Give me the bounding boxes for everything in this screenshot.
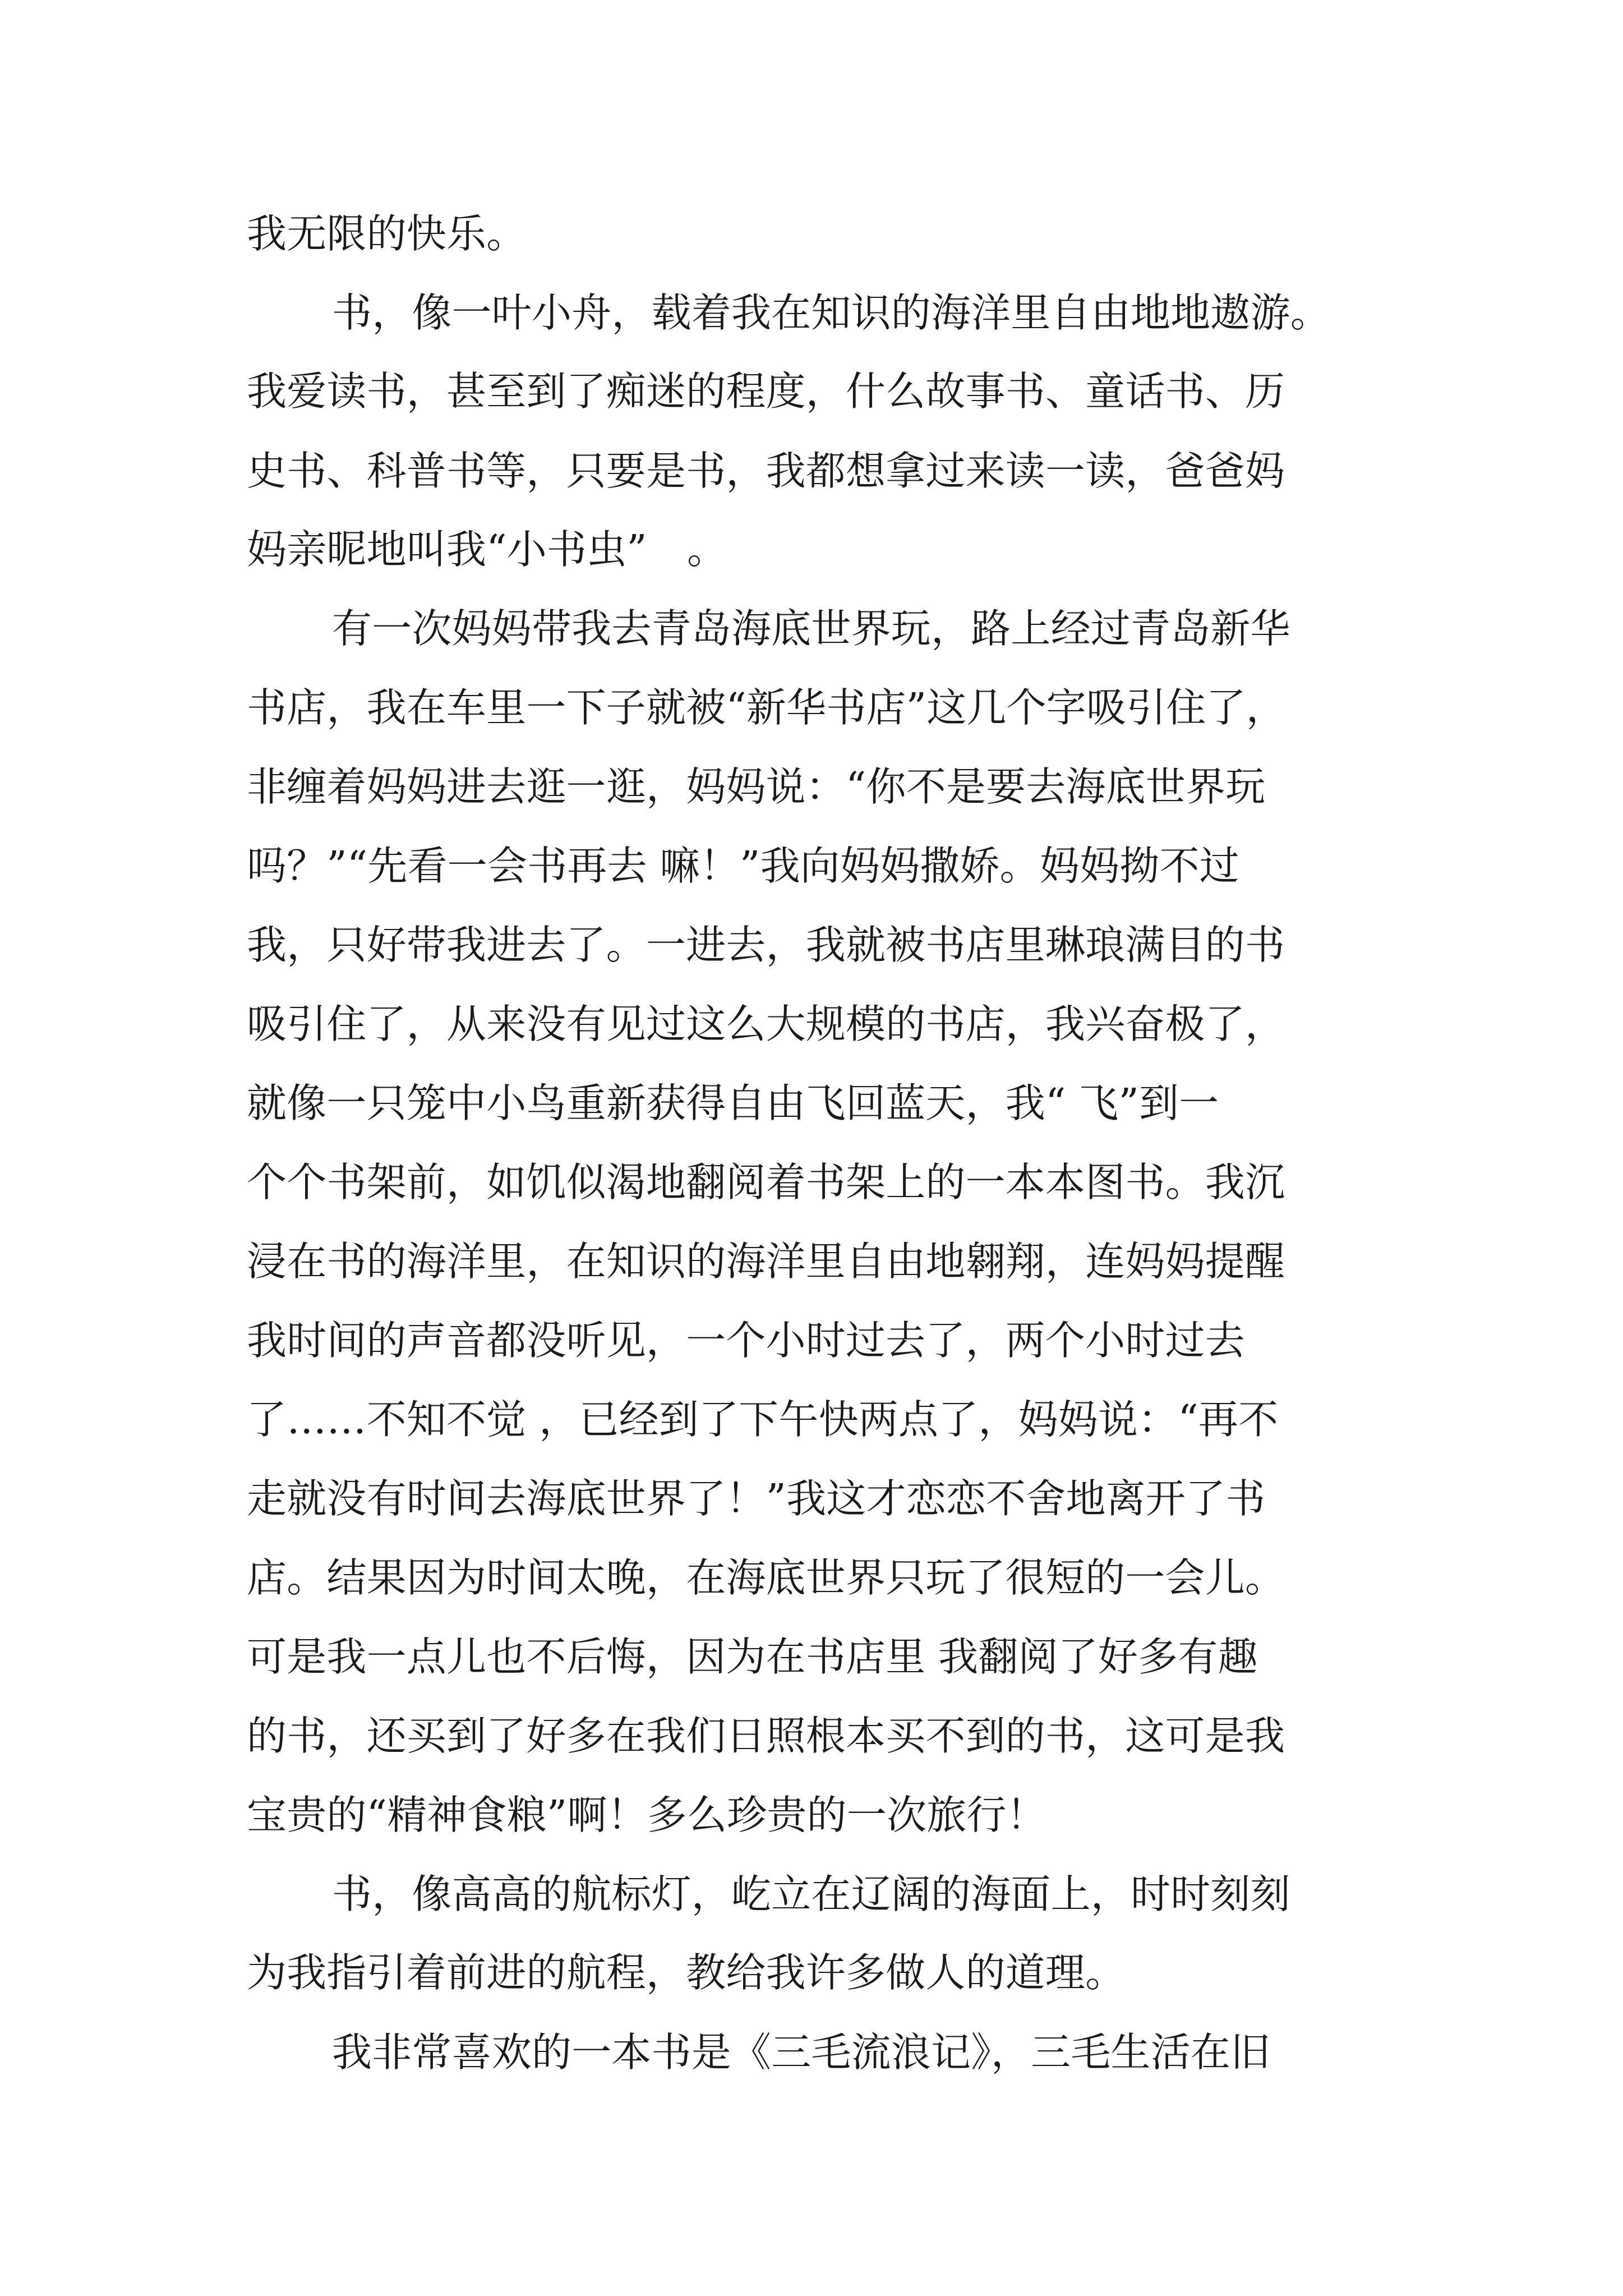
text-line: 店。结果因为时间太晚，在海底世界只玩了很短的一会儿。 (247, 1554, 1285, 1601)
text-line: 吸引住了，从来没有见过这么大规模的书店，我兴奋极了， (247, 1001, 1285, 1047)
text-line: 宝贵的“精神食粮”啊！多么珍贵的一次旅行！ (247, 1792, 1046, 1838)
text-line: 史书、科普书等，只要是书，我都想拿过来读一读，爸爸妈 (247, 448, 1285, 494)
text-line: 有一次妈妈带我去青岛海底世界玩，路上经过青岛新华 (332, 605, 1290, 652)
text-line: 书，像高高的航标灯，屹立在辽阔的海面上，时时刻刻 (332, 1871, 1290, 1917)
text-line: 个个书架前，如饥似渴地翻阅着书架上的一本本图书。我沉 (247, 1159, 1285, 1205)
text-line: 我非常喜欢的一本书是《三毛流浪记》，三毛生活在旧 (332, 2029, 1271, 2076)
text-line: 吗？”“先看一会书再去 嘛！”我向妈妈撒娇。妈妈拗不过 (247, 843, 1239, 889)
text-line: 了……不知不觉 ，已经到了下午快两点了，妈妈说：“再不 (247, 1396, 1279, 1443)
text-line: 我，只好带我进去了。一进去，我就被书店里琳琅满目的书 (247, 922, 1285, 968)
text-line: 书，像一叶小舟，载着我在知识的海洋里自由地地遨游。 (332, 289, 1331, 336)
text-line: 可是我一点儿也不后悔，因为在书店里 我翻阅了好多有趣 (247, 1634, 1258, 1680)
text-line: 我无限的快乐。 (247, 210, 527, 257)
text-line: 为我指引着前进的航程，教给我许多做人的道理。 (247, 1949, 1126, 1996)
text-line: 浸在书的海洋里，在知识的海洋里自由地翱翔，连妈妈提醒 (247, 1238, 1285, 1285)
text-line: 就像一只笼中小鸟重新获得自由飞回蓝天，我“ 飞”到一 (247, 1080, 1219, 1126)
text-line: 书店，我在车里一下子就被“新华书店”这几个字吸引住了， (247, 684, 1286, 731)
text-line: 非缠着妈妈进去逛一逛，妈妈说：“你不是要去海底世界玩 (247, 763, 1266, 810)
text-line: 妈亲昵地叫我“小书虫” 。 (247, 526, 727, 573)
text-line: 我爱读书，甚至到了痴迷的程度，什么故事书、童话书、历 (247, 368, 1285, 415)
text-line: 走就没有时间去海底世界了！”我这才恋恋不舍地离开了书 (247, 1475, 1266, 1522)
text-line: 的书，还买到了好多在我们日照根本买不到的书，这可是我 (247, 1713, 1285, 1759)
text-line: 我时间的声音都没听见，一个小时过去了，两个小时过去 (247, 1317, 1246, 1364)
